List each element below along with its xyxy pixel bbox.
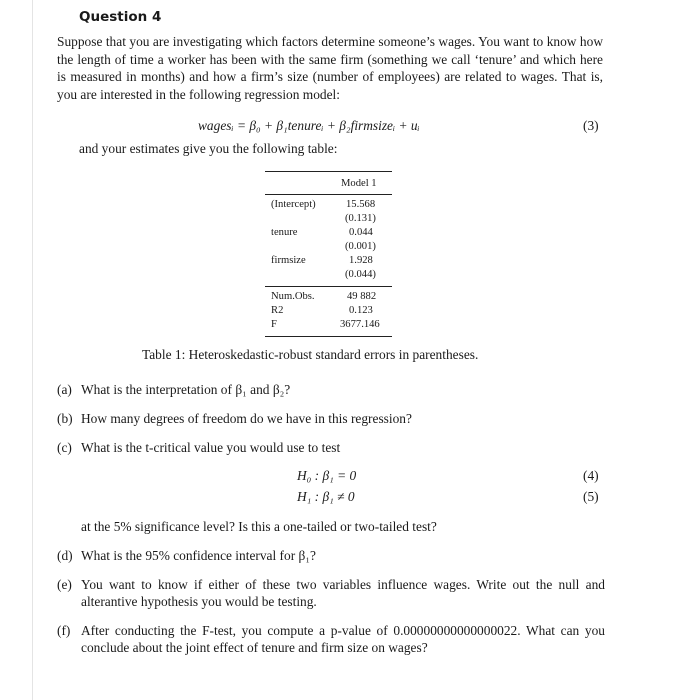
part-label: (e) xyxy=(57,577,72,592)
part-text: What is the interpretation of β₁ and β₂? xyxy=(81,382,291,397)
part-label: (d) xyxy=(57,548,73,563)
part-text: What is the 95% confidence interval for β₁? xyxy=(81,548,316,563)
part-label: (c) xyxy=(57,440,72,455)
table-stat-value: 0.123 xyxy=(349,305,373,316)
intro-paragraph: Suppose that you are investigating which factors determine someone’s wages. You want to know how the length of time a worker has been with the same firm (something we call ‘tenure’ and which here is measured in months) and how a firm’s size (number of employees) are related to wages. That is, you are interested in the following regression model: xyxy=(57,34,603,102)
part-text: After conducting the F-test, you compute a p-value of 0.00000000000000022. What can you conclude about the joint effect of tenure and firm size on wages? xyxy=(81,623,605,655)
table-row-name: firmsize xyxy=(271,255,306,266)
page-margin-line xyxy=(32,0,33,700)
table-mid-rule xyxy=(265,286,392,287)
table-stat-name: F xyxy=(271,319,277,330)
table-row-se: (0.001) xyxy=(345,241,376,252)
table-stat-name: Num.Obs. xyxy=(271,291,315,302)
part-label: (a) xyxy=(57,382,72,397)
table-row-coef: 15.568 xyxy=(346,199,376,210)
question-title: Question 4 xyxy=(79,9,162,25)
equation-number-5: (5) xyxy=(583,489,599,504)
estimates-sentence: and your estimates give you the following table: xyxy=(79,141,338,156)
table-row-coef: 0.044 xyxy=(349,227,373,238)
table-stat-value: 3677.146 xyxy=(340,319,380,330)
table-stat-name: R2 xyxy=(271,305,284,316)
table-top-rule xyxy=(265,171,392,172)
table-caption: Table 1: Heteroskedastic-robust standard errors in parentheses. xyxy=(142,347,479,362)
table-header-rule xyxy=(265,194,392,195)
part-text: How many degrees of freedom do we have in this regression? xyxy=(81,411,412,426)
regression-equation: wagesᵢ = β₀ + β₁tenureᵢ + β₂firmsizeᵢ + uᵢ xyxy=(198,118,420,133)
null-hypothesis: H₀ : β₁ = 0 xyxy=(297,468,357,483)
part-text: You want to know if either of these two variables influence wages. Write out the null and alterantive hypothesis you would be testing. xyxy=(81,577,605,609)
part-text: What is the t-critical value you would use to test xyxy=(81,440,341,455)
table-model-header: Model 1 xyxy=(341,178,377,189)
table-row-coef: 1.928 xyxy=(349,255,373,266)
part-c-continuation: at the 5% significance level? Is this a one-tailed or two-tailed test? xyxy=(81,519,437,534)
table-row-se: (0.131) xyxy=(345,213,376,224)
alternative-hypothesis: H₁ : β₁ ≠ 0 xyxy=(297,489,355,504)
table-row-se: (0.044) xyxy=(345,269,376,280)
table-bottom-rule xyxy=(265,336,392,337)
equation-number-3: (3) xyxy=(583,118,599,133)
table-row-name: tenure xyxy=(271,227,298,238)
part-label: (b) xyxy=(57,411,73,426)
equation-number-4: (4) xyxy=(583,468,599,483)
table-stat-value: 49 882 xyxy=(347,291,377,302)
table-row-name: (Intercept) xyxy=(271,199,316,210)
part-label: (f) xyxy=(57,623,71,638)
